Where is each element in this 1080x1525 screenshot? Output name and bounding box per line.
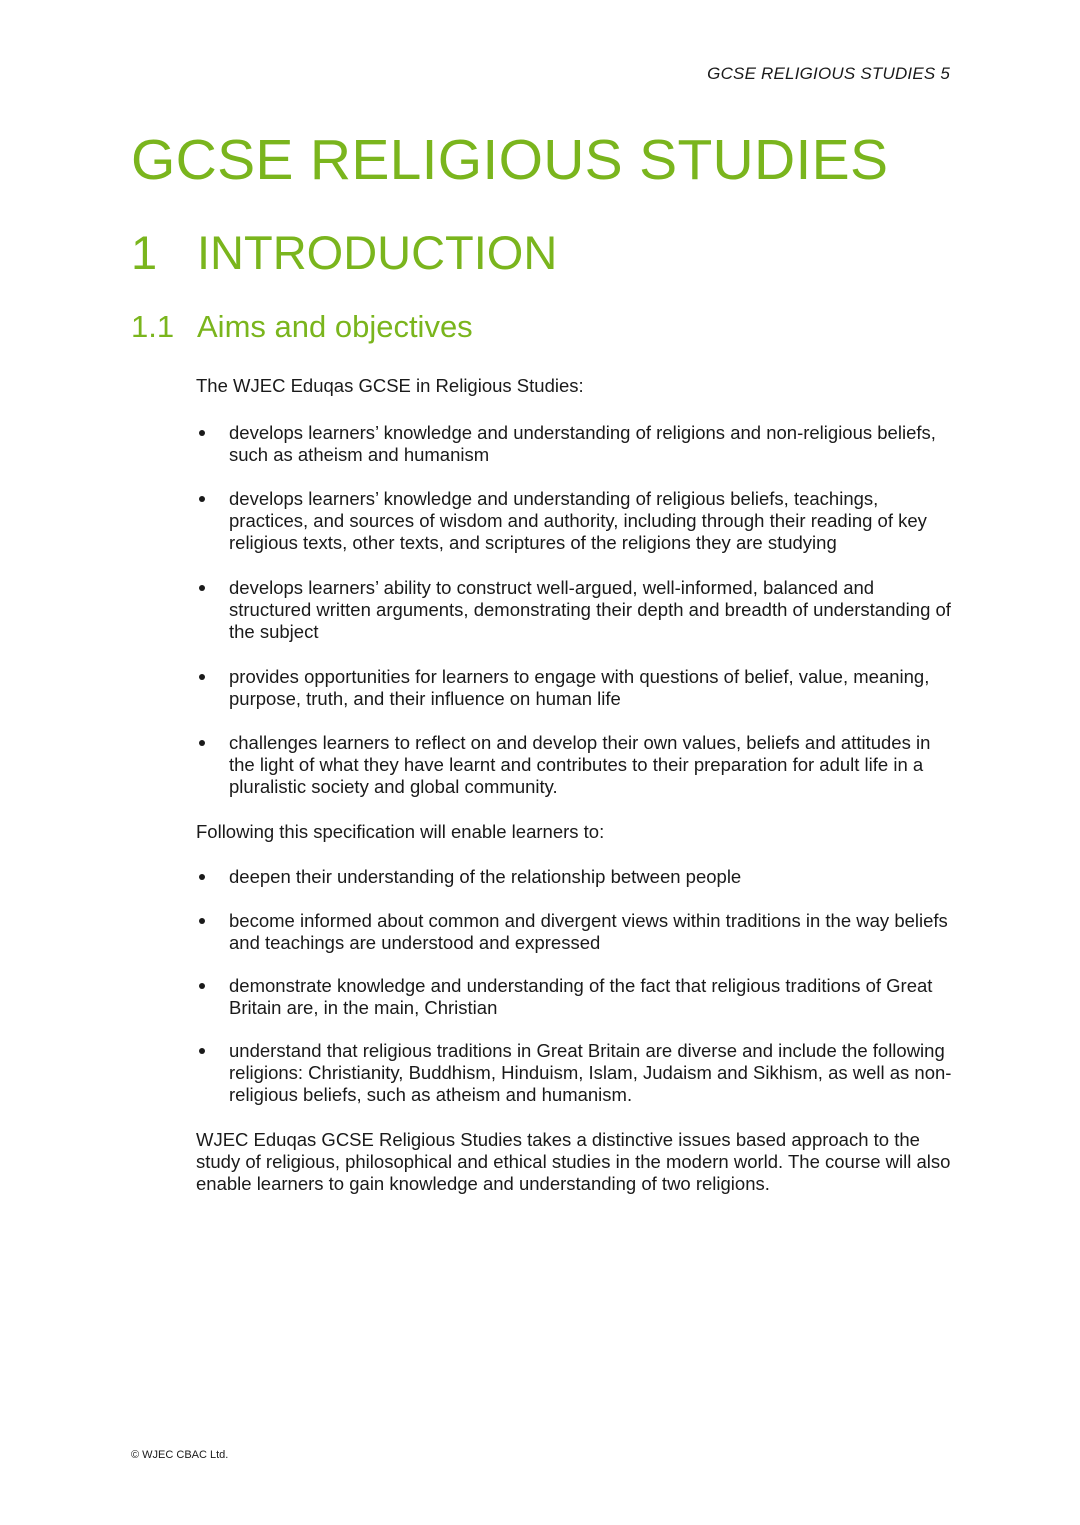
bullet-icon — [199, 430, 205, 436]
list-item-text: develops learners’ knowledge and understanding of religions and non-religious beliefs, such as atheism and humanism — [229, 422, 936, 466]
section-heading — [131, 226, 558, 279]
list-item-text: demonstrate knowledge and understanding of the fact that religious traditions of Great Britain are, in the main, Christian — [229, 975, 933, 1019]
copyright-footer: © WJEC CBAC Ltd. — [131, 1449, 229, 1461]
bullet-icon — [199, 585, 205, 591]
document-title: GCSE RELIGIOUS STUDIES — [131, 128, 889, 192]
list-item-text: understand that religious traditions in Great Britain are diverse and include the following religions: Christianity, Buddhism, Hinduism, Islam, Judaism and Sikhism, as well as non-religious beliefs, such as atheism and humanism. — [229, 1040, 952, 1106]
list-item — [196, 975, 956, 1019]
list-item-text: challenges learners to reflect on and develop their own values, beliefs and attitudes in the light of what they have learnt and contributes to their preparation for adult life in a pluralistic society and global community. — [229, 732, 931, 798]
list-item-text: develops learners’ ability to construct well-argued, well-informed, balanced and structured written arguments, demonstrating their depth and breadth of understanding of the subject — [229, 577, 951, 643]
subsection-title: Aims and objectives — [197, 309, 473, 344]
bullet-icon — [199, 740, 205, 746]
intro-paragraph: The WJEC Eduqas GCSE in Religious Studies: — [196, 375, 584, 396]
list-item-text: become informed about common and divergent views within traditions in the way beliefs and teachings are understood and expressed — [229, 910, 948, 954]
list-item — [196, 666, 956, 710]
bullet-icon — [199, 1048, 205, 1054]
bullet-icon — [199, 674, 205, 680]
section-title: INTRODUCTION — [197, 226, 558, 279]
bullet-icon — [199, 496, 205, 502]
bullet-icon — [199, 874, 205, 880]
list-item — [196, 732, 956, 799]
list-item — [196, 1040, 956, 1107]
closing-paragraph: WJEC Eduqas GCSE Religious Studies takes a distinctive issues based approach to the study of religious, philosophical and ethical studies in the modern world. The course will also enable learners to gain knowledge and understanding of two religions. — [196, 1129, 951, 1195]
list-item-text: deepen their understanding of the relationship between people — [229, 866, 742, 887]
list-item — [196, 866, 956, 888]
section-number: 1 — [131, 226, 158, 279]
bullet-icon — [199, 983, 205, 989]
list-item-text: develops learners’ knowledge and understanding of religious beliefs, teachings, practices, and sources of wisdom and authority, including through their reading of key religious texts, other texts, and scriptures of the religions they are studying — [229, 488, 927, 554]
following-paragraph: Following this specification will enable learners to: — [196, 821, 605, 842]
list-item — [196, 910, 956, 954]
bullet-icon — [199, 918, 205, 924]
list-item-text: provides opportunities for learners to engage with questions of belief, value, meaning, purpose, truth, and their influence on human life — [229, 666, 930, 710]
list-item — [196, 577, 956, 644]
subsection-number: 1.1 — [131, 309, 175, 344]
subsection-heading — [131, 311, 473, 342]
list-item — [196, 488, 956, 555]
list-item — [196, 422, 956, 466]
running-header: GCSE RELIGIOUS STUDIES 5 — [707, 64, 950, 83]
